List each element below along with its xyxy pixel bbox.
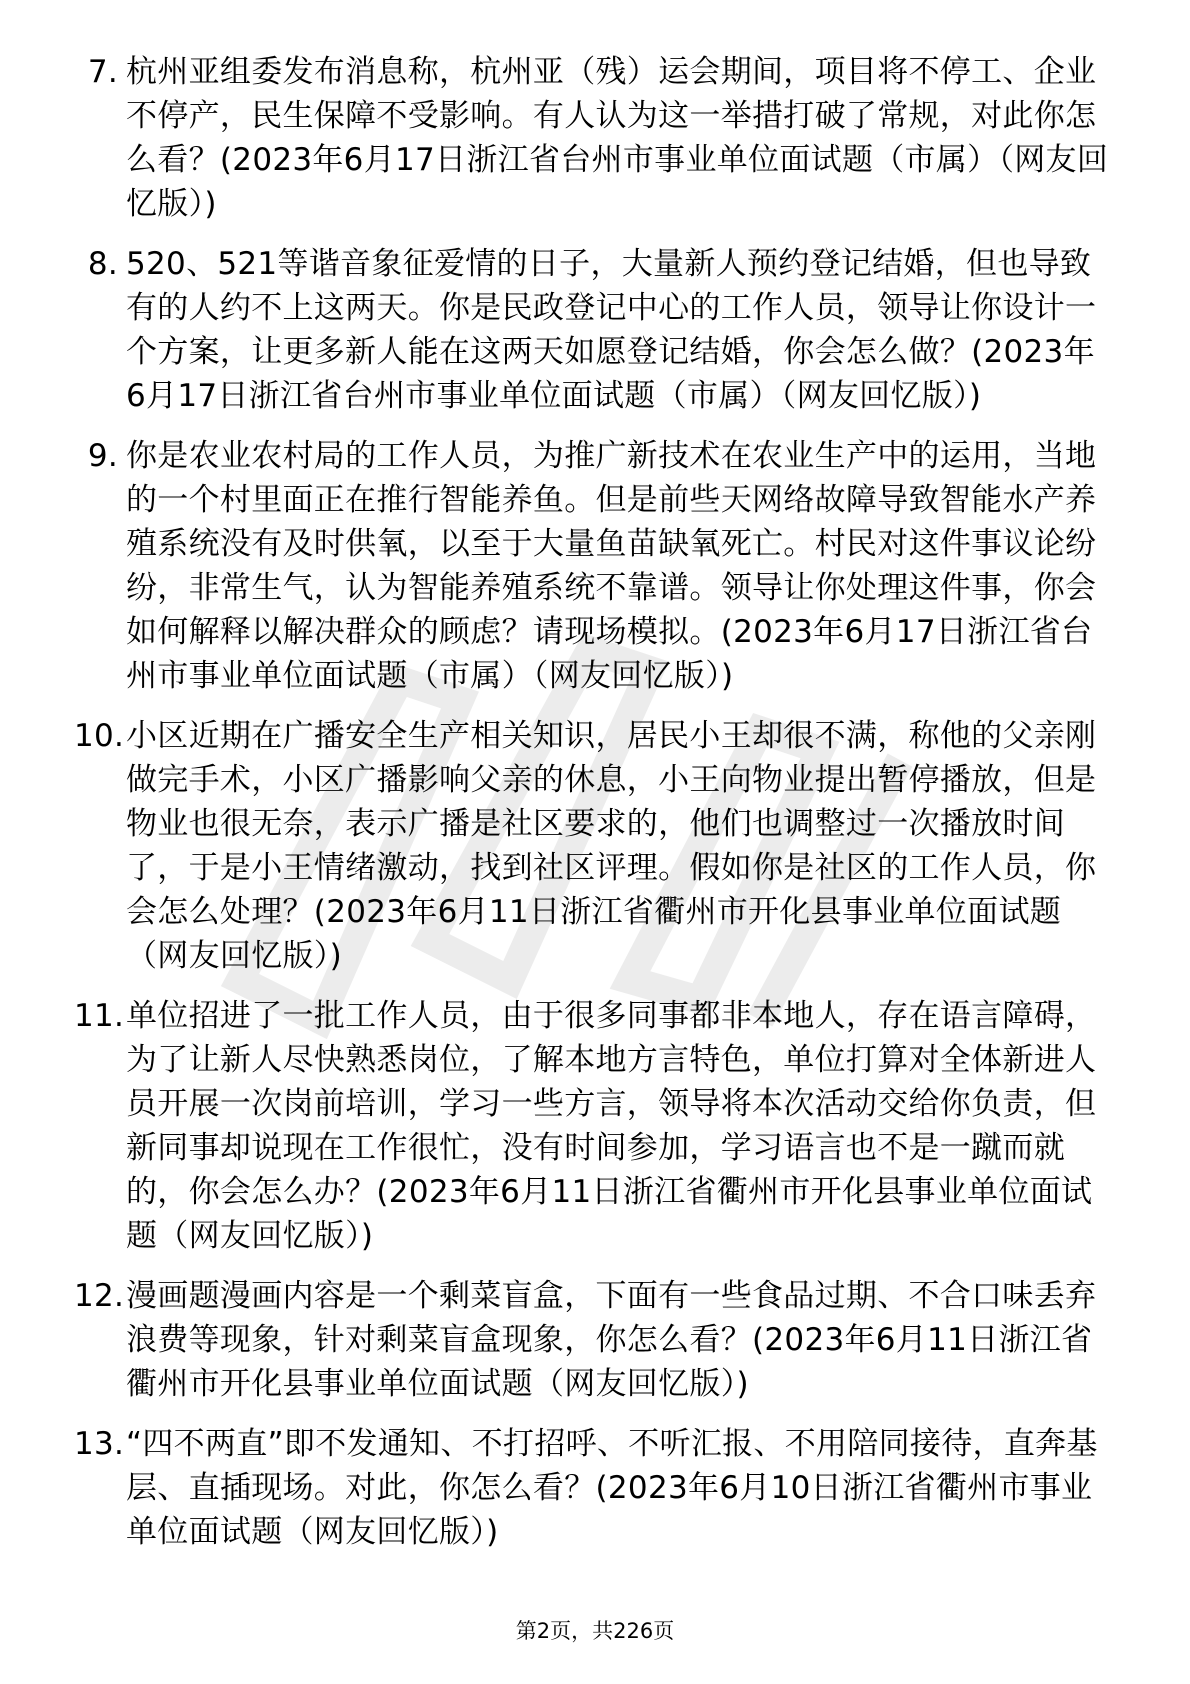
question-text: 小区近期在广播安全生产相关知识，居民小王却很不满，称他的父亲刚做完手术，小区广播影响父亲的休息，小王向物业提出暂停播放，但是物业也很无奈，表示广播是社区要求的，他们也调整过一次播放时间了，于是小王情绪激动，找到社区评理。假如你是社区的工作人员，你会怎么处理？(2023年6月11日浙江省衢州市开化县事业单位面试题（网友回忆版）) <box>126 718 1097 974</box>
question-text: 520、521等谐音象征爱情的日子，大量新人预约登记结婚，但也导致有的人约不上这两天。你是民政登记中心的工作人员，领导让你设计一个方案，让更多新人能在这两天如愿登记结婚，你会怎么做？(2023年6月17日浙江省台州市事业单位面试题（市属）（网友回忆版）) <box>126 246 1097 414</box>
question-text: “四不两直”即不发通知、不打招呼、不听汇报、不用陪同接待，直奔基层、直插现场。对此，你怎么看？(2023年6月10日浙江省衢州市事业单位面试题（网友回忆版）) <box>126 1426 1098 1550</box>
page-footer <box>0 1617 1190 1645</box>
question-text: 杭州亚组委发布消息称，杭州亚（残）运会期间，项目将不停工、企业不停产，民生保障不受影响。有人认为这一举措打破了常规，对此你怎么看？(2023年6月17日浙江省台州市事业单位面试题（市属）（网友回忆版）) <box>126 54 1109 222</box>
question-item <box>74 994 1114 1258</box>
question-text: 你是农业农村局的工作人员，为推广新技术在农业生产中的运用，当地的一个村里面正在推行智能养鱼。但是前些天网络故障导致智能水产养殖系统没有及时供氧，以至于大量鱼苗缺氧死亡。村民对这件事议论纷纷，非常生气，认为智能养殖系统不靠谱。领导让你处理这件事，你会如何解释以解决群众的顾虑？请现场模拟。(2023年6月17日浙江省台州市事业单位面试题（市属）（网友回忆版）) <box>126 438 1097 694</box>
question-item <box>74 1274 1114 1406</box>
question-number: 11. <box>74 998 125 1034</box>
question-list <box>74 50 1114 1570</box>
question-item <box>74 714 1114 978</box>
question-number: 10. <box>74 718 125 754</box>
question-number: 12. <box>74 1278 125 1314</box>
question-text: 单位招进了一批工作人员，由于很多同事都非本地人，存在语言障碍，为了让新人尽快熟悉岗位，了解本地方言特色，单位打算对全体新进人员开展一次岗前培训，学习一些方言，领导将本次活动交给你负责，但新同事却说现在工作很忙，没有时间参加，学习语言也不是一蹴而就的，你会怎么办？(2023年6月11日浙江省衢州市开化县事业单位面试题（网友回忆版）) <box>126 998 1097 1254</box>
question-item <box>74 242 1114 418</box>
question-number: 13. <box>74 1426 125 1462</box>
question-number: 8. <box>87 246 118 282</box>
question-item <box>74 1422 1114 1554</box>
question-number: 7. <box>87 54 118 90</box>
question-text: 漫画题漫画内容是一个剩菜盲盒，下面有一些食品过期、不合口味丢弃浪费等现象，针对剩菜盲盒现象，你怎么看？(2023年6月11日浙江省衢州市开化县事业单位面试题（网友回忆版）) <box>126 1278 1097 1402</box>
page-number-label: 第2页，共226页 <box>515 1619 675 1643</box>
question-item <box>74 434 1114 698</box>
question-number: 9. <box>87 438 118 474</box>
question-item <box>74 50 1114 226</box>
